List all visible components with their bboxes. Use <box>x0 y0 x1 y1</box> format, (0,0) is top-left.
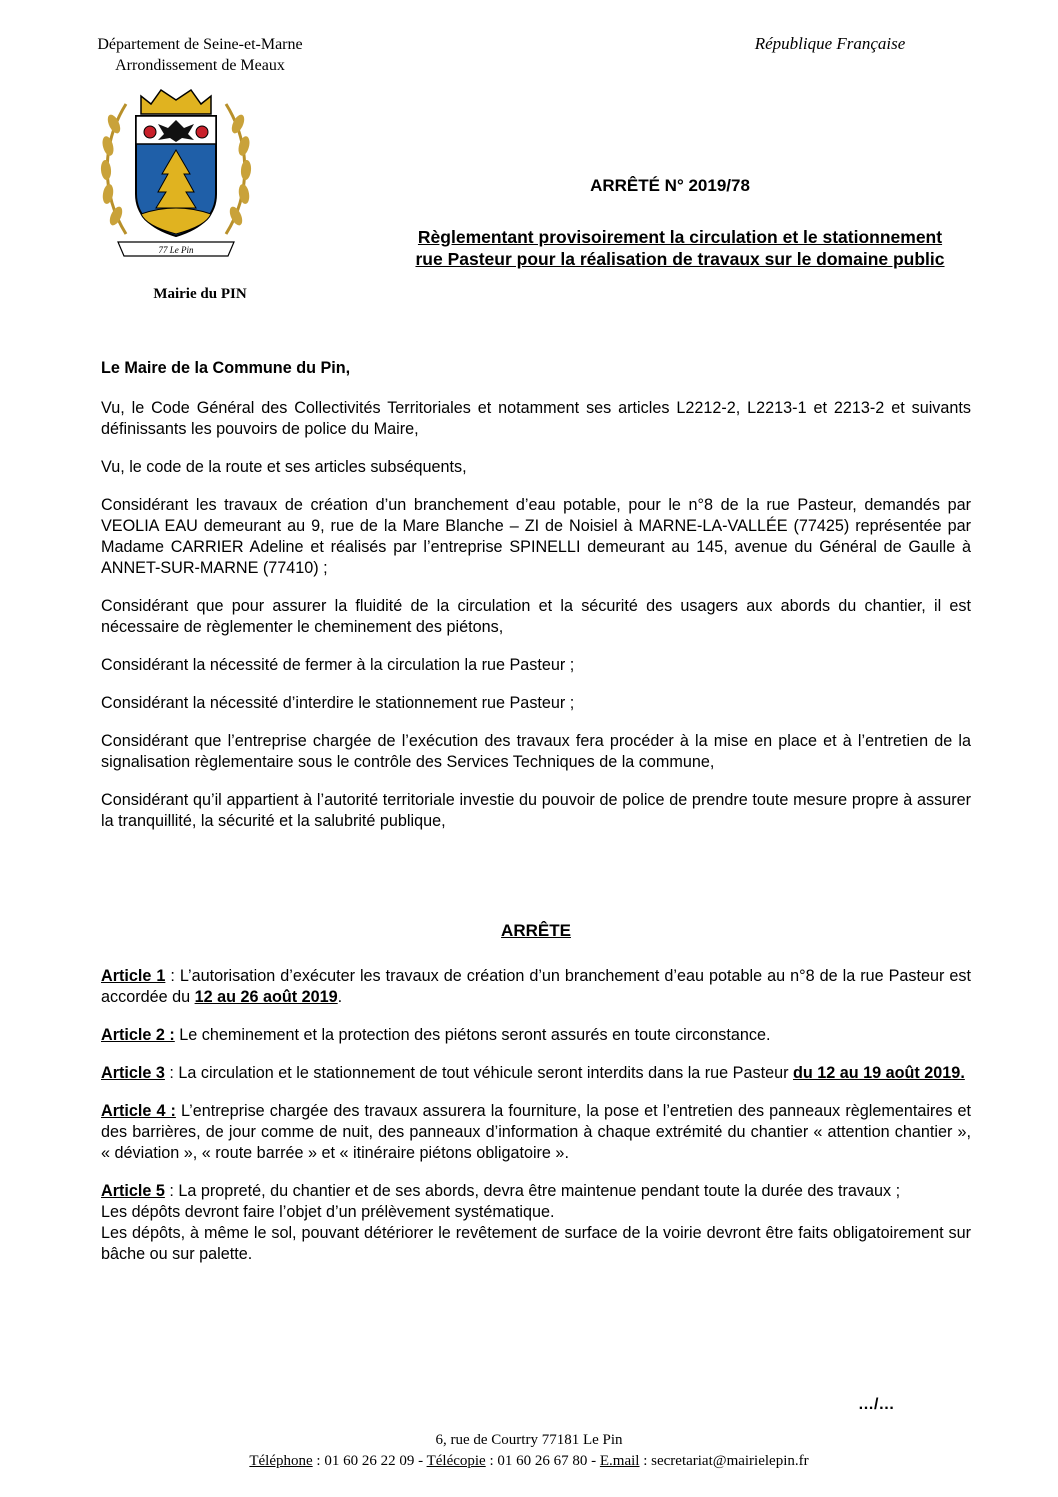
considerant-paragraph-3: Considérant la nécessité de fermer à la circulation la rue Pasteur ; <box>101 656 575 674</box>
arrete-subject <box>340 226 1020 270</box>
article-1-label: Article 1 <box>101 967 166 985</box>
subject-line-1: Règlementant provisoirement la circulation et le stationnement <box>417 227 943 247</box>
article-2-text: Le cheminement et la protection des piétons seront assurés en toute circonstance. <box>174 1026 771 1044</box>
considerant-paragraph-6: Considérant qu’il appartient à l’autorité territoriale investie du pouvoir de police de prendre toute mesure propre à assurer la tranquillité, la sécurité et la salubrité publique, <box>101 791 971 830</box>
fax-number: : 01 60 26 67 80 - <box>485 1453 600 1469</box>
article-1-text: : L’autorisation d’exécuter les travaux de création d’un branchement d’eau potable au n°8 de la rue Pasteur est accordée du <box>101 967 971 1006</box>
article-5-line-3: Les dépôts, à même le sol, pouvant détériorer le revêtement de surface de la voirie devront être faits obligatoirement sur bâche ou sur palette. <box>101 1224 971 1263</box>
considerant-paragraph-4: Considérant la nécessité d’interdire le stationnement rue Pasteur ; <box>101 694 575 712</box>
telephone-number: : 01 60 26 22 09 - <box>312 1453 427 1469</box>
footer-contact <box>0 1453 1058 1470</box>
preamble <box>101 358 971 849</box>
article-3 <box>101 1063 971 1084</box>
vu-paragraph-1: Vu, le Code Général des Collectivités Territoriales et notamment ses articles L2212-2, L2213-1 et 2213-2 et suivants définissants les pouvoirs de police du Maire, <box>101 399 971 438</box>
article-5-line-2: Les dépôts devront faire l’objet d’un prélèvement systématique. <box>101 1203 555 1221</box>
vu-paragraph-2: Vu, le code de la route et ses articles subséquents, <box>101 458 467 476</box>
articles <box>101 966 971 1282</box>
header-left <box>40 34 360 76</box>
telephone-label: Téléphone <box>249 1453 313 1469</box>
article-2-label: Article 2 : <box>101 1026 175 1044</box>
article-3-label: Article 3 <box>101 1064 165 1082</box>
arrondissement-name: Arrondissement de Meaux <box>115 57 285 74</box>
subject-line-2: rue Pasteur pour la réalisation de travaux sur le domaine public <box>415 249 945 269</box>
article-2 <box>101 1025 971 1046</box>
considerant-paragraph-2: Considérant que pour assurer la fluidité de la circulation et la sécurité des usagers aux abords du chantier, il est nécessaire de règlementer le cheminement des piétons, <box>101 597 971 636</box>
article-1 <box>101 966 971 1008</box>
article-3-text: : La circulation et le stationnement de tout véhicule seront interdits dans la rue Pasteur <box>164 1064 793 1082</box>
republic-label: République Française <box>754 34 906 53</box>
considerant-paragraph-1: Considérant les travaux de création d’un branchement d’eau potable, pour le n°8 de la rue Pasteur, demandés par VEOLIA EAU demeurant au 9, rue de la Mare Blanche – ZI de Noisiel à MARNE-LA-VALLÉE (77425) représentée par Madame CARRIER Adeline et réalisés par l’entreprise SPINELLI demeurant au 145, avenue du Général de Gaulle à ANNET-SUR-MARNE (77410) ; <box>101 496 971 577</box>
article-3-dates: du 12 au 19 août 2019. <box>792 1064 965 1082</box>
department-name: Département de Seine-et-Marne <box>97 36 303 53</box>
footer-address: 6, rue de Courtry 77181 Le Pin <box>435 1432 623 1448</box>
coat-of-arms-logo <box>96 84 256 274</box>
article-5-text: : La propreté, du chantier et de ses abords, devra être maintenue pendant toute la durée des travaux ; <box>164 1182 901 1200</box>
article-4-text: L’entreprise chargée des travaux assurera la fourniture, la pose et l’entretien des panneaux règlementaires et des barrières, de jour comme de nuit, des panneaux d’information à chaque extrémité du chantier « attention chantier », « déviation », « route barrée » et « itinéraire piétons obligatoire ». <box>101 1102 971 1162</box>
continuation-mark: …/… <box>858 1396 895 1413</box>
article-4-label: Article 4 : <box>101 1102 176 1120</box>
article-1-end: . <box>337 988 343 1006</box>
article-5-label: Article 5 <box>101 1182 165 1200</box>
fax-label: Télécopie <box>426 1453 486 1469</box>
mairie-label: Mairie du PIN <box>153 286 247 302</box>
email-label: E.mail <box>599 1453 640 1469</box>
arrete-number: ARRÊTÉ N° 2019/78 <box>590 176 750 195</box>
article-4 <box>101 1101 971 1164</box>
article-1-dates: 12 au 26 août 2019 <box>194 988 338 1006</box>
opening-line: Le Maire de la Commune du Pin, <box>101 359 351 377</box>
email-address[interactable]: : secretariat@mairielepin.fr <box>639 1453 809 1469</box>
article-5 <box>101 1181 971 1265</box>
crest-ribbon-text: 77 Le Pin <box>158 245 194 255</box>
arrete-heading: ARRÊTE <box>501 921 571 940</box>
considerant-paragraph-5: Considérant que l’entreprise chargée de l’exécution des travaux fera procéder à la mise en place et à l’entretien de la signalisation règlementaire sous le contrôle des Services Techniques de la commune, <box>101 732 971 771</box>
